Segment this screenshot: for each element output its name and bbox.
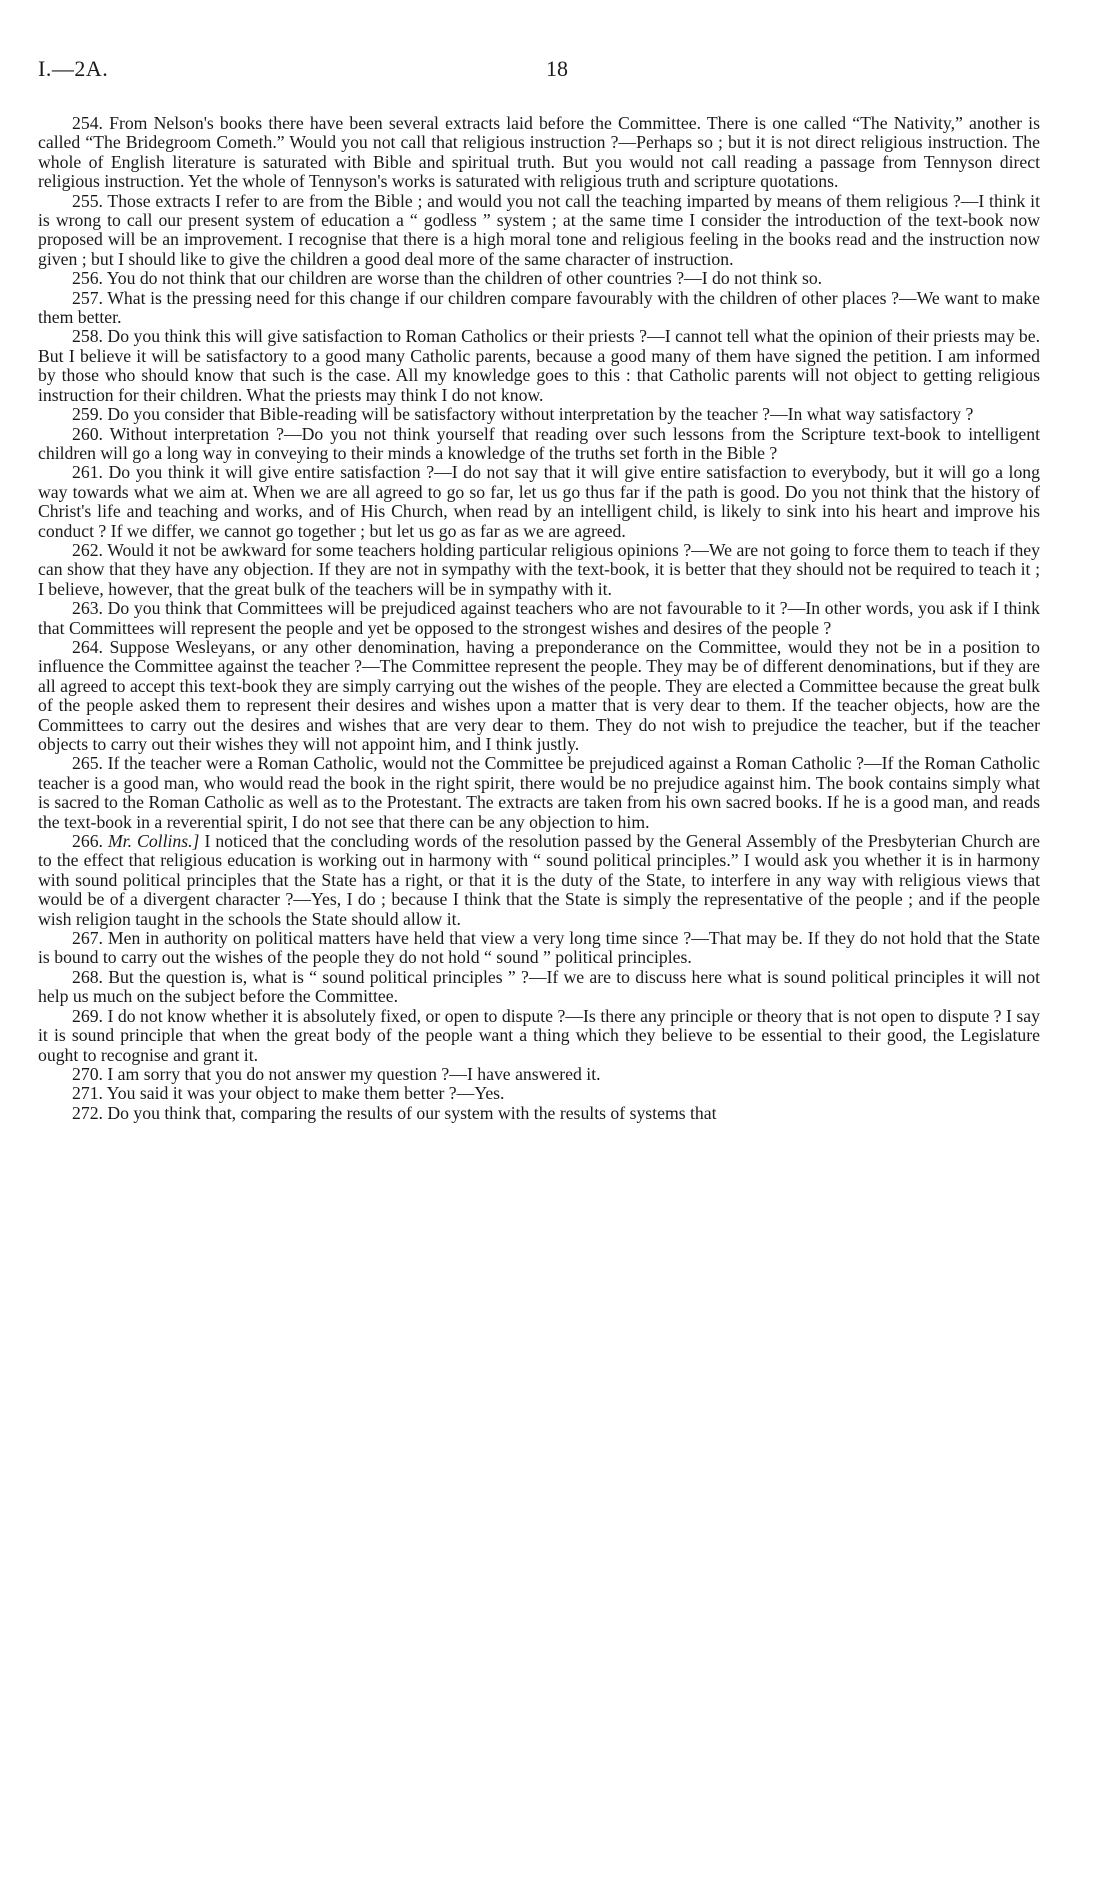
paragraph-257: 257. What is the pressing need for this change if our children compare favourably with the children of other places ?—We want to make them better. xyxy=(38,287,1040,328)
paragraph-266 xyxy=(38,832,1040,929)
paragraph-268: 268. But the question is, what is “ sound political principles ” ?—If we are to discuss here what is sound political principles it will not help us much on the subject before the Committee. xyxy=(38,966,1040,1007)
paragraph-255: 255. Those extracts I refer to are from the Bible ; and would you not call the teaching imparted by means of them religious ?—I think it is wrong to call our present system of education a “ godless ” system ; at the same time I consider the introduction of the text-book now proposed will be an improvement. I recognise that there is a high moral tone and religious feeling in the books read and the instruction now given ; but I should like to give the children a good deal more of the same character of instruction. xyxy=(38,190,1040,269)
paragraph-260: 260. Without interpretation ?—Do you not think yourself that reading over such lessons from the Scripture text-book to intelligent children will go a long way in conveying to their minds a knowledge of the truths set forth in the Bible ? xyxy=(38,423,1040,463)
paragraph-267: 267. Men in authority on political matters have held that view a very long time since ?—That may be. If they do not hold that the State is bound to carry out the wishes of the people they do not hold “ sound ” political principles. xyxy=(38,928,1040,968)
paragraph-266-text: I noticed that the concluding words of the resolution passed by the General Assembly of the Presbyterian Church are to the effect that religious education is working out in harmony with “ sound political principles.” I would ask you whether it is in harmony with sound political principles that the State has a right, or that it is the duty of the State, to interfere in any way with religious views that would be of a divergent character ?—Yes, I do ; because I think that the State is simply the representative of the people ; and if the people wish religion taught in the schools the State should allow it. xyxy=(38,831,1041,929)
document-reference: I.—2A. xyxy=(38,56,109,81)
paragraph-265: 265. If the teacher were a Roman Catholic, would not the Committee be prejudiced against a Roman Catholic ?—If the Roman Catholic teacher is a good man, who would read the book in the right spirit, there would be no prejudice against him. The book contains simply what is sacred to the Roman Catholic as well as to the Protestant. The extracts are taken from his own sacred books. If he is a good man, and reads the text-book in a reverential spirit, I do not see that there can be any objection to him. xyxy=(38,753,1040,832)
paragraph-256: 256. You do not think that our children are worse than the children of other countries ?—I do not think so. xyxy=(72,268,823,289)
paragraph-269: 269. I do not know whether it is absolutely fixed, or open to dispute ?—Is there any principle or theory that is not open to dispute ? I say it is sound principle that when the great body of the people want a thing which they believe to be essential to their good, the Legislature ought to recognise and grant it. xyxy=(38,1005,1040,1065)
paragraph-258: 258. Do you think this will give satisfaction to Roman Catholics or their priests ?—I cannot tell what the opinion of their priests may be. But I believe it will be satisfactory to a good many Catholic parents, because a good many of them have signed the petition. I am informed by those who should know that such is the case. All my knowledge goes to this : that Catholic parents will not object to getting religious instruction for their children. What the priests may think I do not know. xyxy=(38,326,1040,405)
paragraph-254: 254. From Nelson's books there have been several extracts laid before the Committee. There is one called “The Nativity,” another is called “The Bridegroom Cometh.” Would you not call that religious instruction ?—Perhaps so ; but it is not direct religious instruction. The whole of English literature is saturated with Bible and spiritual truth. But you would not call reading a passage from Tennyson direct religious instruction. Yet the whole of Tennyson's works is saturated with religious truth and scripture quotations. xyxy=(38,113,1040,192)
paragraph-263: 263. Do you think that Committees will be prejudiced against teachers who are not favourable to it ?—In other words, you ask if I think that Committees will represent the people and yet be opposed to the strongest wishes and desires of the people ? xyxy=(38,598,1040,638)
paragraph-264: 264. Suppose Wesleyans, or any other denomination, having a preponderance on the Committee, would they not be in a position to influence the Committee against the teacher ?—The Committee represent the people. They may be of different denominations, but if they are all agreed to accept this text-book they are simply carrying out the wishes of the people. They are elected a Committee because the great bulk of the people asked them to represent their desires and wishes upon a matter that is very dear to them. If the teacher objects, how are the Committees to carry out the desires and wishes that are very dear to them. They do not wish to prejudice the teacher, but if the teacher objects to carry out their wishes they will not appoint him, and I think justly. xyxy=(38,636,1040,754)
speaker-name: Mr. Collins.] xyxy=(107,831,200,852)
paragraph-262: 262. Would it not be awkward for some teachers holding particular religious opinions ?—We are not going to force them to teach if they can show that they have any objection. If they are not in sympathy with the text-book, it is better that they should not be required to teach it ; I believe, however, that the great bulk of the teachers will be in sympathy with it. xyxy=(38,539,1040,599)
paragraph-270: 270. I am sorry that you do not answer my question ?—I have answered it. xyxy=(72,1063,601,1084)
paragraph-272: 272. Do you think that, comparing the results of our system with the results of systems that xyxy=(72,1102,717,1123)
paragraph-261: 261. Do you think it will give entire satisfaction ?—I do not say that it will give entire satisfaction to everybody, but it will go a long way towards what we aim at. When we are all agreed to go so far, let us go thus far if the path is good. Do you not think that the history of Christ's life and teaching and works, and of His Church, when read by an intelligent child, is likely to sink into his heart and improve his conduct ? If we differ, we cannot go together ; but let us go as far as we are agreed. xyxy=(38,462,1040,541)
paragraph-259: 259. Do you consider that Bible-reading will be satisfactory without interpretation by the teacher ?—In what way satisfactory ? xyxy=(72,404,974,425)
paragraph-266-number: 266. xyxy=(72,831,103,852)
page-number: 18 xyxy=(546,56,568,81)
minutes-body xyxy=(38,114,1040,1123)
page-header xyxy=(38,56,1076,88)
paragraph-271: 271. You said it was your object to make them better ?—Yes. xyxy=(72,1083,505,1104)
